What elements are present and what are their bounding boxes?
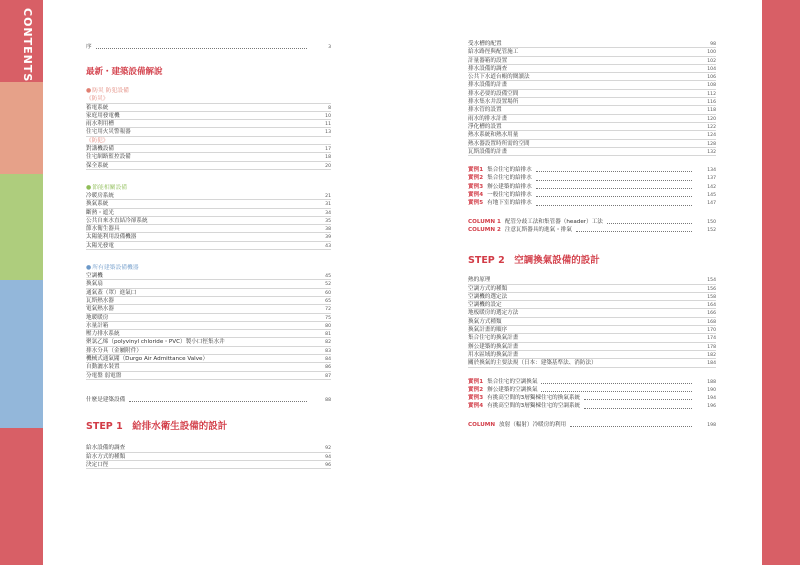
toc-entry[interactable] [86, 192, 331, 200]
toc-entry[interactable] [468, 148, 716, 156]
toc-entry[interactable] [86, 200, 331, 208]
entry-page: 80 [325, 323, 331, 329]
entry-page: 132 [707, 149, 716, 155]
entry-title: 受水槽的配置 [468, 41, 502, 47]
entry-title: 公共自來水直結冷卻系統 [86, 217, 148, 224]
step2-items [468, 276, 716, 367]
entry-label: 實例2 [468, 175, 484, 182]
entry-page: 106 [707, 75, 716, 81]
entry-page: 86 [325, 365, 331, 371]
entry-page: 31 [325, 202, 331, 208]
entry-page: 122 [707, 124, 716, 130]
toc-entry[interactable] [468, 285, 716, 293]
entry-title: 壓力排水系統 [86, 331, 120, 338]
entry-title: 空調機的選定法 [468, 293, 508, 300]
entry-page: 137 [707, 176, 716, 182]
toc-entry[interactable] [468, 57, 716, 65]
entry-page: 88 [325, 397, 331, 403]
entry-page: 184 [707, 361, 716, 367]
toc-entry[interactable] [86, 338, 331, 346]
entry-page: 178 [707, 344, 716, 350]
entry-title: 太陽光發電 [86, 242, 114, 249]
side-strip-salmon [0, 82, 43, 174]
subgroup-heading: 《防災》 [86, 95, 331, 103]
bullet-icon: ● [86, 87, 92, 95]
toc-entry[interactable] [86, 355, 331, 363]
toc-entry[interactable] [468, 48, 716, 56]
bullet-icon: ● [86, 264, 92, 272]
entry-title: 分電盤 弱電盤 [86, 372, 122, 379]
entry-page: 84 [325, 357, 331, 363]
group-heading: ●節能相關設備 [86, 183, 128, 191]
toc-entry[interactable] [468, 106, 716, 114]
entry-title: COLUMN 放射（輻射）冷暖房的利用 [468, 421, 694, 429]
toc-entry[interactable] [468, 343, 716, 351]
entry-title: 實例3 有挑高空間的3層獨棟住宅的換氣系統 [468, 394, 694, 402]
entry-page: 194 [707, 396, 716, 402]
entry-title: 電氣熱水器 [86, 306, 114, 313]
entry-title: 瓦斯熱水器 [86, 297, 114, 304]
entry-label: 實例4 [468, 403, 484, 410]
entry-page: 34 [325, 210, 331, 216]
entry-title: 排水設備的計畫 [468, 82, 508, 89]
entry-title: 地暖暖房 [86, 314, 109, 321]
entry-page: 124 [707, 133, 716, 139]
entry-page: 168 [707, 319, 716, 325]
entry-title: 換氣系統 [86, 201, 109, 208]
entry-title: 空調機 [86, 273, 103, 280]
entry-label: COLUMN 1 [468, 218, 501, 225]
entry-page: 158 [707, 294, 716, 300]
entry-title: 排水管的設置 [468, 107, 502, 114]
entry-title: COLUMN 2 注意瓦斯器具的進氣・排氣 [468, 226, 694, 234]
entry-page: 150 [707, 219, 716, 225]
step-heading: STEP 2 空調換氣設備的設計 [468, 255, 600, 267]
entry-page: 112 [707, 91, 716, 97]
toc-entry[interactable] [86, 217, 331, 225]
toc-entry[interactable] [468, 90, 716, 98]
subgroup-heading: 《防犯》 [86, 137, 331, 145]
toc-entry[interactable] [468, 166, 716, 174]
equipment-items [86, 272, 331, 380]
toc-entry[interactable] [86, 104, 331, 112]
entry-title: 實例4 有挑高空間的3層獨棟住宅的空調系統 [468, 402, 694, 410]
toc-entry[interactable] [86, 322, 331, 330]
toc-entry[interactable] [468, 421, 716, 429]
step-heading: STEP 1 給排水衛生設備的設計 [86, 421, 228, 433]
entry-title: 實例1 集合住宅的給排水 [468, 166, 694, 174]
toc-entry[interactable] [468, 199, 716, 207]
entry-title: 實例1 集合住宅的空調換氣 [468, 378, 694, 386]
entry-title: 換氣計畫的順序 [468, 327, 508, 334]
entry-page: 10 [325, 113, 331, 119]
entry-label: 實例2 [468, 386, 484, 393]
toc-entry[interactable] [86, 120, 331, 128]
toc-entry[interactable] [86, 444, 331, 452]
right-edge-strip [762, 0, 800, 565]
toc-left-column [86, 40, 331, 469]
entry-title: 地板暖房的選定方法 [468, 310, 519, 317]
toc-entry[interactable] [86, 280, 331, 288]
entry-page: 154 [707, 278, 716, 284]
entry-page: 81 [325, 332, 331, 338]
entry-title: 保全系統 [86, 162, 109, 169]
toc-entry[interactable] [86, 289, 331, 297]
toc-entry[interactable] [86, 153, 331, 161]
entry-page: 156 [707, 286, 716, 292]
entry-title: 雨水利用槽 [86, 121, 114, 128]
right-top-items [468, 40, 716, 156]
entry-page: 94 [325, 454, 331, 460]
toc-entry[interactable] [468, 394, 716, 402]
entry-page: 83 [325, 348, 331, 354]
toc-entry[interactable] [468, 326, 716, 334]
toc-entry[interactable] [86, 363, 331, 371]
step1-items [86, 444, 331, 469]
toc-entry[interactable] [468, 140, 716, 148]
entry-title: 家庭用發電機 [86, 112, 120, 119]
entry-page: 96 [325, 462, 331, 468]
toc-entry[interactable] [86, 461, 331, 469]
toc-entry[interactable] [468, 174, 716, 182]
entry-title: 集合住宅的換氣計畫 [468, 335, 519, 342]
toc-entry[interactable] [468, 334, 716, 342]
entry-page: 102 [707, 58, 716, 64]
entry-page: 196 [707, 404, 716, 410]
entry-page: 118 [707, 108, 716, 114]
entry-page: 116 [707, 100, 716, 106]
entry-page: 164 [707, 303, 716, 309]
entry-page: 182 [707, 352, 716, 358]
toc-entry[interactable] [86, 314, 331, 322]
entry-page: 100 [707, 50, 716, 56]
entry-title: 排水集水井設置場所 [468, 99, 519, 106]
entry-label: 實例5 [468, 200, 484, 207]
toc-entry[interactable] [468, 73, 716, 81]
entry-page: 120 [707, 116, 716, 122]
side-strip-green [0, 174, 43, 280]
entry-title: COLUMN 1 配管分歧工法和集管器（header）工法 [468, 218, 694, 226]
entry-label: COLUMN 2 [468, 226, 501, 233]
entry-page: 65 [325, 298, 331, 304]
columns1 [468, 218, 716, 235]
entry-title: 換氣扇 [86, 281, 103, 288]
toc-entry[interactable] [86, 242, 331, 250]
entry-page: 13 [325, 130, 331, 136]
entry-page: 11 [325, 122, 331, 128]
toc-entry[interactable] [468, 65, 716, 73]
entry-page: 17 [325, 147, 331, 153]
entry-title: 水量計箱 [86, 322, 109, 329]
entry-title: 太陽能利用設備機器 [86, 234, 137, 241]
entry-page: 104 [707, 66, 716, 72]
entry-page: 92 [325, 446, 331, 452]
toc-entry[interactable] [468, 309, 716, 317]
entry-page: 108 [707, 83, 716, 89]
toc-entry[interactable] [468, 183, 716, 191]
entry-title: 節水衛生器具 [86, 226, 120, 233]
entry-label: 實例1 [468, 167, 484, 174]
entry-page: 87 [325, 373, 331, 379]
group-heading: ●防災 防犯設備 [86, 87, 129, 95]
entry-page: 128 [707, 141, 716, 147]
entry-page: 39 [325, 235, 331, 241]
entry-title: 給水路徑與配管施工 [468, 49, 519, 56]
toc-entry[interactable] [86, 112, 331, 120]
bullet-icon: ● [86, 183, 92, 191]
entry-page: 174 [707, 336, 716, 342]
entry-title: 計量器箱的設置 [468, 57, 508, 64]
toc-entry[interactable] [468, 276, 716, 284]
entry-page: 166 [707, 311, 716, 317]
entry-page: 145 [707, 193, 716, 199]
entry-label: 實例3 [468, 183, 484, 190]
entry-title: 序 [86, 43, 309, 51]
toc-entry[interactable] [468, 40, 716, 48]
entry-title: 蓄電系統 [86, 104, 109, 111]
toc-entry[interactable] [468, 81, 716, 89]
entry-page: 147 [707, 201, 716, 207]
group-heading: ●所有建築設備機器 [86, 264, 139, 272]
toc-entry[interactable] [468, 402, 716, 410]
entry-title: 冷暖房系統 [86, 192, 114, 199]
entry-title: 排水設備的調查 [468, 65, 508, 72]
entry-title: 斷熱・遮光 [86, 209, 114, 216]
entry-page: 3 [328, 45, 331, 50]
entry-page: 52 [325, 282, 331, 288]
toc-entry[interactable] [468, 378, 716, 386]
entry-title: 熱水器設置時所需的空間 [468, 140, 530, 147]
entry-page: 35 [325, 218, 331, 224]
toc-entry[interactable] [468, 359, 716, 367]
entry-title: 排水分具（金屬附件） [86, 347, 142, 354]
toc-entry[interactable] [86, 297, 331, 305]
toc-entry[interactable] [468, 123, 716, 131]
toc-entry[interactable] [86, 162, 331, 170]
entry-page: 134 [707, 168, 716, 174]
entry-title: 機械式通氣閥（Durgo Air Admittance Valve） [86, 356, 209, 363]
entry-title: 決定口徑 [86, 461, 109, 468]
entry-title: 空調機的設定 [468, 302, 502, 309]
toc-entry[interactable] [86, 145, 331, 153]
entry-title: 熱的原理 [468, 277, 491, 284]
entry-page: 21 [325, 193, 331, 199]
entry-title: 淨化槽的設置 [468, 123, 502, 130]
examples2 [468, 378, 716, 411]
entry-title: 給水方式的種類 [86, 453, 126, 460]
entry-title: 排水必要的設備空間 [468, 90, 519, 97]
entry-title: 公共下水道台帳的閱讀法 [468, 74, 530, 81]
toc-entry[interactable] [468, 301, 716, 309]
entry-page: 190 [707, 387, 716, 393]
entry-title: 實例2 集合住宅的給排水 [468, 174, 694, 182]
entry-page: 170 [707, 328, 716, 334]
toc-entry[interactable] [468, 293, 716, 301]
entry-title: 實例3 辦公建築的給排水 [468, 183, 694, 191]
entry-page: 45 [325, 274, 331, 280]
entry-page: 142 [707, 184, 716, 190]
entry-title: 用水區域的換氣計畫 [468, 351, 519, 358]
entry-page: 20 [325, 163, 331, 169]
entry-title: 給水設備的調查 [86, 445, 126, 452]
toc-entry[interactable] [86, 128, 331, 136]
energy-items [86, 192, 331, 250]
entry-title: 實例5 有地下室的給排水 [468, 199, 694, 207]
side-strip-blue [0, 280, 43, 428]
toc-entry[interactable] [468, 98, 716, 106]
entry-title: 住宅用火災警報器 [86, 129, 131, 136]
toc-entry[interactable] [86, 272, 331, 280]
entry-title: 辦公建築的換氣計畫 [468, 343, 519, 350]
entry-title: 實例2 辦公建築的空調換氣 [468, 386, 694, 394]
entry-label: 實例4 [468, 192, 484, 199]
entry-page: 82 [325, 340, 331, 346]
entry-page: 152 [707, 227, 716, 233]
entry-title: 空調方式的種類 [468, 285, 508, 292]
entry-page: 98 [710, 42, 716, 47]
entry-page: 18 [325, 155, 331, 161]
toc-entry[interactable] [86, 330, 331, 338]
entry-title: 對講機設備 [86, 146, 114, 153]
entry-page: 38 [325, 227, 331, 233]
toc-entry[interactable] [468, 351, 716, 359]
crime-items [86, 104, 331, 137]
toc-entry[interactable] [468, 131, 716, 139]
entry-title: 實例4 一般住宅的給排水 [468, 191, 694, 199]
toc-right-column [468, 40, 716, 429]
toc-entry[interactable] [468, 386, 716, 394]
toc-entry[interactable] [86, 225, 331, 233]
toc-entry[interactable] [86, 396, 331, 404]
toc-entry[interactable] [468, 318, 716, 326]
entry-title: 關於換氣的主要法規（日本：建築基準法、消防法） [468, 360, 597, 367]
toc-entry[interactable] [86, 233, 331, 241]
toc-entry[interactable] [86, 305, 331, 313]
entry-title: 雨水的排水計畫 [468, 115, 508, 122]
entry-title: 聚氯乙烯（polyvinyl chloride・PVC）製小口徑集水井 [86, 339, 225, 346]
entry-title: 瓦斯設備的計畫 [468, 148, 508, 155]
contents-side-label: CONTENTS [21, 8, 34, 83]
entry-label: 實例3 [468, 395, 484, 402]
entry-page: 8 [328, 105, 331, 111]
toc-entry[interactable] [86, 209, 331, 217]
toc-entry[interactable] [468, 226, 716, 234]
toc-entry[interactable] [86, 453, 331, 461]
entry-page: 72 [325, 307, 331, 313]
entry-title: 換氣方式種類 [468, 318, 502, 325]
entry-page: 198 [707, 422, 716, 428]
entry-title: 住宅網路監控設備 [86, 154, 131, 161]
toc-entry[interactable] [86, 43, 331, 51]
toc-entry[interactable] [468, 115, 716, 123]
entry-title: 熱水系統和熱水用量 [468, 132, 519, 139]
toc-entry[interactable] [86, 372, 331, 380]
toc-entry[interactable] [86, 347, 331, 355]
entry-title: 自動灑水裝置 [86, 364, 120, 371]
crime-items-2 [86, 145, 331, 170]
toc-entry[interactable] [468, 191, 716, 199]
entry-page: 43 [325, 243, 331, 249]
toc-entry[interactable] [468, 218, 716, 226]
entry-page: 188 [707, 379, 716, 385]
section-heading: 最新・建築設備解說 [86, 67, 163, 78]
entry-label: 實例1 [468, 378, 484, 385]
entry-page: 60 [325, 290, 331, 296]
side-strip-red-bottom [0, 428, 43, 565]
examples1 [468, 166, 716, 207]
entry-title: 什麼是建築設備 [86, 396, 309, 404]
entry-page: 75 [325, 315, 331, 321]
entry-title: 通氣蓋（罩）進氣口 [86, 289, 137, 296]
